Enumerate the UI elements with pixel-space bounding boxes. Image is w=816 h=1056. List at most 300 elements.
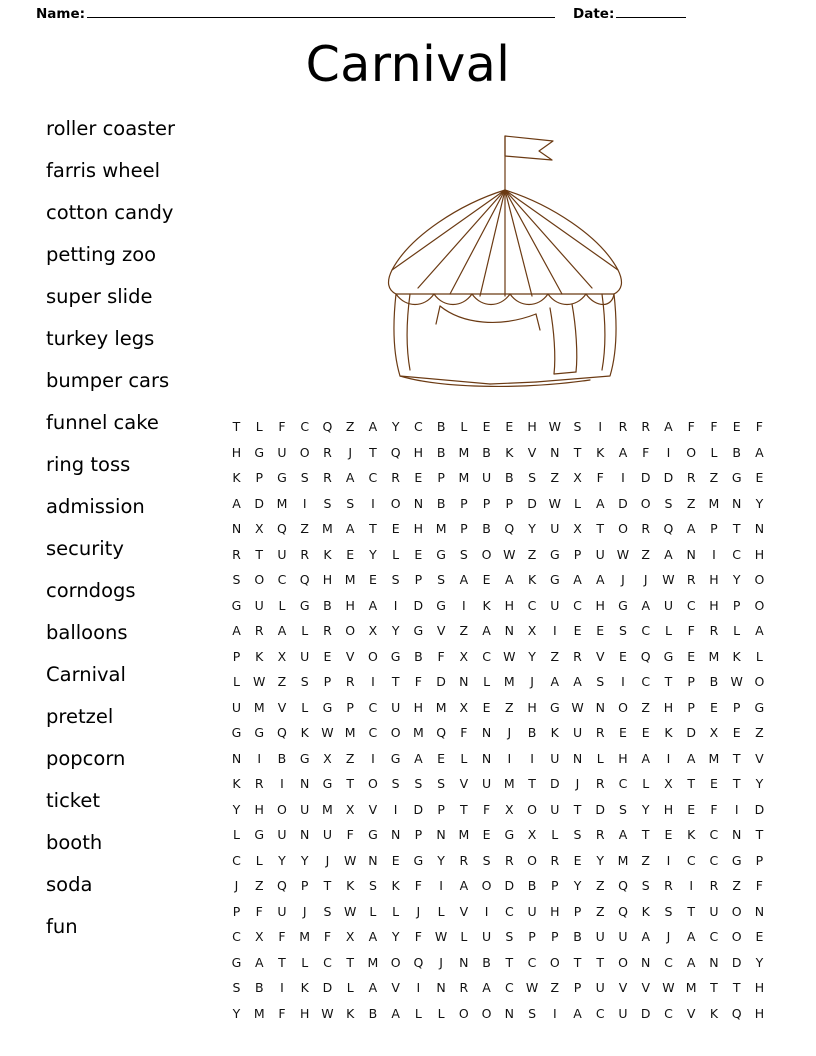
grid-cell[interactable]: N (731, 495, 742, 511)
grid-cell[interactable]: V (277, 699, 287, 715)
grid-cell[interactable]: O (481, 1005, 492, 1021)
grid-cell[interactable]: G (231, 597, 242, 613)
grid-cell[interactable]: C (573, 597, 582, 613)
grid-cell[interactable]: C (232, 929, 241, 945)
grid-cell[interactable]: N (436, 827, 446, 843)
grid-cell[interactable]: U (277, 827, 287, 843)
grid-cell[interactable]: U (391, 699, 401, 715)
grid-cell[interactable]: I (666, 444, 671, 460)
grid-cell[interactable]: L (369, 903, 377, 919)
grid-cell[interactable]: G (254, 725, 265, 741)
grid-cell[interactable]: S (664, 903, 673, 919)
grid-cell[interactable]: E (414, 470, 423, 486)
grid-cell[interactable]: T (391, 674, 400, 690)
grid-cell[interactable]: M (708, 648, 720, 664)
grid-cell[interactable]: Y (232, 801, 241, 817)
grid-cell[interactable]: P (710, 521, 718, 537)
grid-cell[interactable]: B (323, 597, 332, 613)
grid-cell[interactable]: F (482, 801, 491, 817)
grid-cell[interactable]: S (641, 878, 650, 894)
grid-cell[interactable]: E (709, 776, 718, 792)
grid-cell[interactable]: S (391, 572, 400, 588)
grid-cell[interactable]: H (345, 597, 355, 613)
grid-cell[interactable]: I (734, 801, 739, 817)
grid-cell[interactable]: A (573, 674, 582, 690)
grid-cell[interactable]: A (550, 674, 560, 690)
grid-cell[interactable]: T (528, 776, 536, 792)
grid-cell[interactable]: T (346, 954, 354, 970)
grid-cell[interactable]: Z (527, 546, 537, 562)
grid-cell[interactable]: W (730, 674, 743, 690)
grid-cell[interactable]: W (343, 903, 357, 919)
grid-cell[interactable]: F (346, 827, 354, 843)
grid-cell[interactable]: Y (732, 572, 741, 588)
grid-cell[interactable]: Q (663, 521, 674, 537)
grid-cell[interactable]: L (483, 674, 491, 690)
grid-cell[interactable]: F (687, 419, 695, 435)
grid-cell[interactable]: Y (755, 954, 764, 970)
grid-cell[interactable]: E (687, 801, 696, 817)
grid-cell[interactable]: E (482, 827, 491, 843)
grid-cell[interactable]: M (367, 954, 379, 970)
grid-cell[interactable]: Q (322, 419, 333, 435)
grid-cell[interactable]: R (300, 546, 310, 562)
grid-cell[interactable]: W (253, 674, 266, 690)
grid-cell[interactable]: P (460, 495, 468, 511)
grid-cell[interactable]: K (482, 597, 491, 613)
grid-cell[interactable]: O (618, 521, 628, 537)
grid-cell[interactable]: C (686, 852, 696, 868)
grid-cell[interactable]: I (393, 597, 398, 613)
grid-cell[interactable]: N (754, 521, 765, 537)
grid-cell[interactable]: D (595, 801, 606, 817)
grid-cell[interactable]: J (530, 674, 534, 690)
grid-cell[interactable]: E (573, 852, 582, 868)
grid-cell[interactable]: H (322, 572, 333, 588)
grid-cell[interactable]: U (595, 546, 605, 562)
grid-cell[interactable]: N (459, 954, 469, 970)
grid-cell[interactable]: A (232, 623, 241, 639)
grid-cell[interactable]: G (254, 827, 265, 843)
grid-cell[interactable]: O (367, 648, 378, 664)
grid-cell[interactable]: G (413, 623, 424, 639)
grid-cell[interactable]: P (732, 597, 741, 613)
grid-cell[interactable]: O (390, 954, 401, 970)
grid-cell[interactable]: A (482, 980, 491, 996)
grid-cell[interactable]: D (640, 470, 651, 486)
grid-cell[interactable]: Z (277, 674, 287, 690)
grid-cell[interactable]: M (503, 776, 515, 792)
grid-cell[interactable]: L (460, 750, 468, 766)
grid-cell[interactable]: R (709, 623, 719, 639)
grid-cell[interactable]: L (710, 444, 718, 460)
grid-cell[interactable]: G (754, 699, 765, 715)
grid-cell[interactable]: L (551, 827, 559, 843)
grid-cell[interactable]: G (299, 597, 310, 613)
grid-cell[interactable]: A (345, 470, 355, 486)
grid-cell[interactable]: O (481, 546, 492, 562)
grid-cell[interactable]: I (371, 495, 375, 511)
grid-cell[interactable]: R (323, 623, 332, 639)
grid-cell[interactable]: T (278, 954, 286, 970)
grid-cell[interactable]: C (504, 980, 514, 996)
grid-cell[interactable]: T (687, 903, 695, 919)
grid-cell[interactable]: Z (459, 623, 469, 639)
grid-cell[interactable]: W (662, 572, 675, 588)
grid-cell[interactable]: A (755, 444, 764, 460)
grid-cell[interactable]: K (505, 444, 514, 460)
grid-cell[interactable]: D (549, 776, 560, 792)
grid-cell[interactable]: E (732, 419, 741, 435)
grid-cell[interactable]: V (459, 776, 469, 792)
grid-cell[interactable]: L (301, 623, 309, 639)
grid-cell[interactable]: U (550, 801, 560, 817)
grid-cell[interactable]: Y (755, 495, 764, 511)
grid-cell[interactable]: H (754, 1005, 765, 1021)
grid-cell[interactable]: W (548, 495, 561, 511)
grid-cell[interactable]: W (434, 929, 448, 945)
grid-cell[interactable]: J (621, 572, 625, 588)
grid-cell[interactable]: C (709, 827, 719, 843)
grid-cell[interactable]: E (596, 623, 605, 639)
grid-cell[interactable]: U (527, 903, 537, 919)
grid-cell[interactable]: V (436, 623, 446, 639)
grid-cell[interactable]: Z (595, 878, 605, 894)
grid-cell[interactable]: I (280, 776, 284, 792)
grid-cell[interactable]: H (413, 521, 424, 537)
grid-cell[interactable]: L (233, 827, 240, 843)
grid-cell[interactable]: G (549, 572, 560, 588)
grid-cell[interactable]: E (709, 699, 718, 715)
grid-cell[interactable]: A (368, 980, 378, 996)
grid-cell[interactable]: U (550, 597, 560, 613)
grid-cell[interactable]: F (414, 674, 422, 690)
grid-cell[interactable]: S (482, 852, 491, 868)
grid-cell[interactable]: I (371, 674, 375, 690)
grid-cell[interactable]: C (504, 903, 514, 919)
grid-cell[interactable]: P (414, 572, 423, 588)
grid-cell[interactable]: D (754, 801, 765, 817)
grid-cell[interactable]: Q (504, 521, 515, 537)
grid-cell[interactable]: L (233, 674, 240, 690)
grid-cell[interactable]: B (482, 444, 491, 460)
grid-cell[interactable]: L (392, 546, 400, 562)
grid-cell[interactable]: B (709, 674, 719, 690)
grid-cell[interactable]: O (686, 444, 697, 460)
grid-cell[interactable]: T (346, 776, 354, 792)
grid-cell[interactable]: M (322, 801, 333, 817)
grid-cell[interactable]: K (664, 725, 673, 741)
grid-cell[interactable]: S (573, 419, 582, 435)
grid-cell[interactable]: H (254, 801, 264, 817)
grid-cell[interactable]: L (437, 903, 445, 919)
grid-cell[interactable]: E (482, 572, 491, 588)
grid-cell[interactable]: H (413, 444, 424, 460)
grid-cell[interactable]: R (595, 725, 605, 741)
grid-cell[interactable]: C (618, 776, 628, 792)
grid-cell[interactable]: G (549, 546, 560, 562)
grid-cell[interactable]: N (300, 776, 310, 792)
grid-cell[interactable]: P (755, 852, 764, 868)
grid-cell[interactable]: R (232, 546, 241, 562)
grid-cell[interactable]: B (573, 929, 582, 945)
grid-cell[interactable]: E (346, 546, 355, 562)
grid-cell[interactable]: L (301, 954, 309, 970)
grid-cell[interactable]: M (435, 521, 447, 537)
grid-cell[interactable]: E (755, 929, 764, 945)
grid-cell[interactable]: N (731, 827, 742, 843)
grid-cell[interactable]: Y (641, 801, 650, 817)
grid-cell[interactable]: N (368, 852, 378, 868)
grid-cell[interactable]: N (413, 495, 424, 511)
grid-cell[interactable]: Z (595, 903, 605, 919)
grid-cell[interactable]: J (234, 878, 239, 894)
grid-cell[interactable]: S (459, 546, 468, 562)
grid-cell[interactable]: K (255, 648, 264, 664)
grid-cell[interactable]: S (573, 827, 582, 843)
grid-cell[interactable]: R (664, 878, 673, 894)
grid-cell[interactable]: U (618, 1005, 628, 1021)
grid-cell[interactable]: O (640, 495, 651, 511)
grid-cell[interactable]: Z (505, 699, 514, 715)
grid-cell[interactable]: V (595, 648, 605, 664)
grid-cell[interactable]: I (598, 419, 603, 435)
grid-cell[interactable]: S (300, 470, 309, 486)
grid-cell[interactable]: C (686, 597, 696, 613)
grid-cell[interactable]: G (322, 699, 333, 715)
grid-cell[interactable]: N (300, 827, 310, 843)
grid-cell[interactable]: X (254, 929, 264, 945)
grid-cell[interactable]: P (232, 648, 241, 664)
grid-cell[interactable]: G (390, 648, 401, 664)
grid-cell[interactable]: Z (641, 699, 650, 715)
grid-cell[interactable]: U (550, 521, 560, 537)
grid-cell[interactable]: X (254, 521, 264, 537)
grid-cell[interactable]: A (232, 495, 241, 511)
grid-cell[interactable]: C (664, 1005, 673, 1021)
grid-cell[interactable]: G (254, 444, 265, 460)
grid-cell[interactable]: Z (641, 546, 650, 562)
grid-cell[interactable]: Q (413, 954, 424, 970)
grid-cell[interactable]: P (573, 546, 582, 562)
grid-cell[interactable]: T (573, 444, 582, 460)
grid-cell[interactable]: G (731, 470, 742, 486)
grid-cell[interactable]: O (367, 776, 378, 792)
grid-cell[interactable]: P (528, 929, 536, 945)
grid-cell[interactable]: L (278, 597, 286, 613)
grid-cell[interactable]: B (527, 725, 537, 741)
grid-cell[interactable]: G (413, 852, 424, 868)
grid-cell[interactable]: W (503, 546, 516, 562)
grid-cell[interactable]: T (710, 980, 718, 996)
grid-cell[interactable]: E (414, 546, 423, 562)
grid-cell[interactable]: R (323, 470, 332, 486)
grid-cell[interactable]: Z (755, 725, 764, 741)
grid-cell[interactable]: C (732, 546, 742, 562)
grid-cell[interactable]: J (348, 444, 353, 460)
grid-cell[interactable]: X (573, 521, 582, 537)
grid-cell[interactable]: M (344, 572, 356, 588)
grid-cell[interactable]: I (484, 903, 489, 919)
grid-cell[interactable]: F (278, 1005, 286, 1021)
grid-cell[interactable]: I (439, 878, 443, 894)
grid-cell[interactable]: M (503, 674, 515, 690)
grid-cell[interactable]: M (458, 827, 470, 843)
grid-cell[interactable]: F (278, 929, 286, 945)
grid-cell[interactable]: Y (596, 852, 605, 868)
grid-cell[interactable]: M (322, 521, 333, 537)
grid-cell[interactable]: Z (550, 470, 560, 486)
grid-cell[interactable]: U (618, 929, 628, 945)
grid-cell[interactable]: J (507, 725, 512, 741)
grid-cell[interactable]: W (503, 648, 516, 664)
grid-cell[interactable]: W (321, 1005, 334, 1021)
grid-cell[interactable]: R (595, 776, 605, 792)
grid-cell[interactable]: E (368, 572, 377, 588)
grid-cell[interactable]: C (641, 674, 651, 690)
grid-cell[interactable]: C (232, 852, 241, 868)
grid-cell[interactable]: H (550, 903, 560, 919)
grid-cell[interactable]: P (437, 801, 445, 817)
grid-cell[interactable]: A (368, 929, 378, 945)
grid-cell[interactable]: A (254, 954, 264, 970)
grid-cell[interactable]: M (708, 750, 720, 766)
grid-cell[interactable]: V (368, 801, 378, 817)
grid-cell[interactable]: D (527, 495, 537, 511)
grid-cell[interactable]: H (595, 597, 605, 613)
grid-cell[interactable]: Z (709, 470, 719, 486)
grid-cell[interactable]: U (595, 929, 605, 945)
grid-cell[interactable]: P (551, 929, 559, 945)
grid-cell[interactable]: U (550, 750, 560, 766)
grid-cell[interactable]: G (390, 750, 401, 766)
grid-cell[interactable]: T (641, 827, 650, 843)
grid-cell[interactable]: G (436, 597, 446, 613)
grid-cell[interactable]: W (321, 725, 334, 741)
grid-cell[interactable]: I (416, 980, 421, 996)
grid-cell[interactable]: T (732, 980, 741, 996)
grid-cell[interactable]: X (527, 623, 537, 639)
grid-cell[interactable]: Y (437, 852, 445, 868)
grid-cell[interactable]: A (686, 929, 696, 945)
grid-cell[interactable]: Q (731, 1005, 742, 1021)
grid-cell[interactable]: R (573, 648, 582, 664)
date-write-line[interactable] (616, 4, 686, 18)
grid-cell[interactable]: X (277, 648, 287, 664)
grid-cell[interactable]: F (755, 419, 763, 435)
grid-cell[interactable]: P (732, 699, 741, 715)
grid-cell[interactable]: K (346, 878, 355, 894)
grid-cell[interactable]: R (504, 852, 514, 868)
grid-cell[interactable]: A (595, 572, 605, 588)
grid-cell[interactable]: B (732, 444, 741, 460)
grid-cell[interactable]: X (459, 699, 469, 715)
grid-cell[interactable]: O (754, 597, 765, 613)
grid-cell[interactable]: S (391, 776, 400, 792)
grid-cell[interactable]: Z (550, 980, 560, 996)
grid-cell[interactable]: S (368, 878, 377, 894)
grid-cell[interactable]: B (482, 954, 491, 970)
grid-cell[interactable]: U (300, 801, 310, 817)
grid-cell[interactable]: Y (232, 1005, 241, 1021)
grid-cell[interactable]: P (300, 878, 309, 894)
grid-cell[interactable]: K (709, 1005, 719, 1021)
grid-cell[interactable]: U (482, 929, 492, 945)
grid-cell[interactable]: H (754, 980, 765, 996)
grid-cell[interactable]: M (685, 980, 697, 996)
grid-cell[interactable]: O (254, 572, 265, 588)
grid-cell[interactable]: O (618, 699, 628, 715)
grid-cell[interactable]: M (458, 470, 470, 486)
grid-cell[interactable]: Y (755, 776, 764, 792)
name-write-line[interactable] (87, 4, 555, 18)
grid-cell[interactable]: H (618, 750, 628, 766)
grid-cell[interactable]: S (437, 776, 446, 792)
grid-cell[interactable]: E (641, 725, 650, 741)
grid-cell[interactable]: E (619, 648, 627, 664)
grid-cell[interactable]: F (755, 878, 763, 894)
grid-cell[interactable]: J (666, 929, 671, 945)
grid-cell[interactable]: E (505, 419, 514, 435)
grid-cell[interactable]: W (616, 546, 630, 562)
grid-cell[interactable]: E (391, 852, 400, 868)
grid-cell[interactable]: T (732, 750, 741, 766)
grid-cell[interactable]: J (302, 903, 307, 919)
grid-cell[interactable]: N (231, 521, 242, 537)
grid-cell[interactable]: A (664, 419, 673, 435)
grid-cell[interactable]: A (618, 444, 628, 460)
grid-cell[interactable]: T (664, 674, 673, 690)
grid-cell[interactable]: K (346, 1005, 355, 1021)
grid-cell[interactable]: U (277, 903, 287, 919)
grid-cell[interactable]: L (460, 419, 468, 435)
grid-cell[interactable]: J (575, 776, 580, 792)
grid-cell[interactable]: F (414, 878, 422, 894)
grid-cell[interactable]: O (527, 801, 537, 817)
grid-cell[interactable]: G (231, 725, 242, 741)
grid-cell[interactable]: Q (277, 725, 287, 741)
grid-cell[interactable]: D (322, 980, 333, 996)
grid-cell[interactable]: N (754, 903, 765, 919)
grid-cell[interactable]: Z (254, 878, 264, 894)
grid-cell[interactable]: C (368, 725, 378, 741)
grid-cell[interactable]: Y (391, 419, 400, 435)
word-search-grid[interactable] (228, 414, 768, 1026)
grid-cell[interactable]: F (710, 801, 718, 817)
grid-cell[interactable]: G (322, 776, 333, 792)
grid-cell[interactable]: C (709, 852, 719, 868)
grid-cell[interactable]: L (664, 623, 672, 639)
grid-cell[interactable]: H (413, 699, 424, 715)
grid-cell[interactable]: I (462, 597, 466, 613)
grid-cell[interactable]: O (299, 444, 310, 460)
grid-cell[interactable]: S (232, 572, 241, 588)
grid-cell[interactable]: N (481, 750, 492, 766)
grid-cell[interactable]: F (642, 444, 650, 460)
grid-cell[interactable]: S (414, 776, 423, 792)
grid-cell[interactable]: U (595, 980, 605, 996)
grid-cell[interactable]: A (505, 572, 514, 588)
grid-cell[interactable]: L (301, 699, 309, 715)
grid-cell[interactable]: K (596, 444, 605, 460)
grid-cell[interactable]: P (482, 495, 491, 511)
grid-cell[interactable]: D (436, 674, 446, 690)
grid-cell[interactable]: L (596, 750, 604, 766)
grid-cell[interactable]: O (527, 852, 537, 868)
grid-cell[interactable]: F (596, 470, 604, 486)
grid-cell[interactable]: Q (299, 572, 310, 588)
grid-cell[interactable]: C (527, 597, 537, 613)
